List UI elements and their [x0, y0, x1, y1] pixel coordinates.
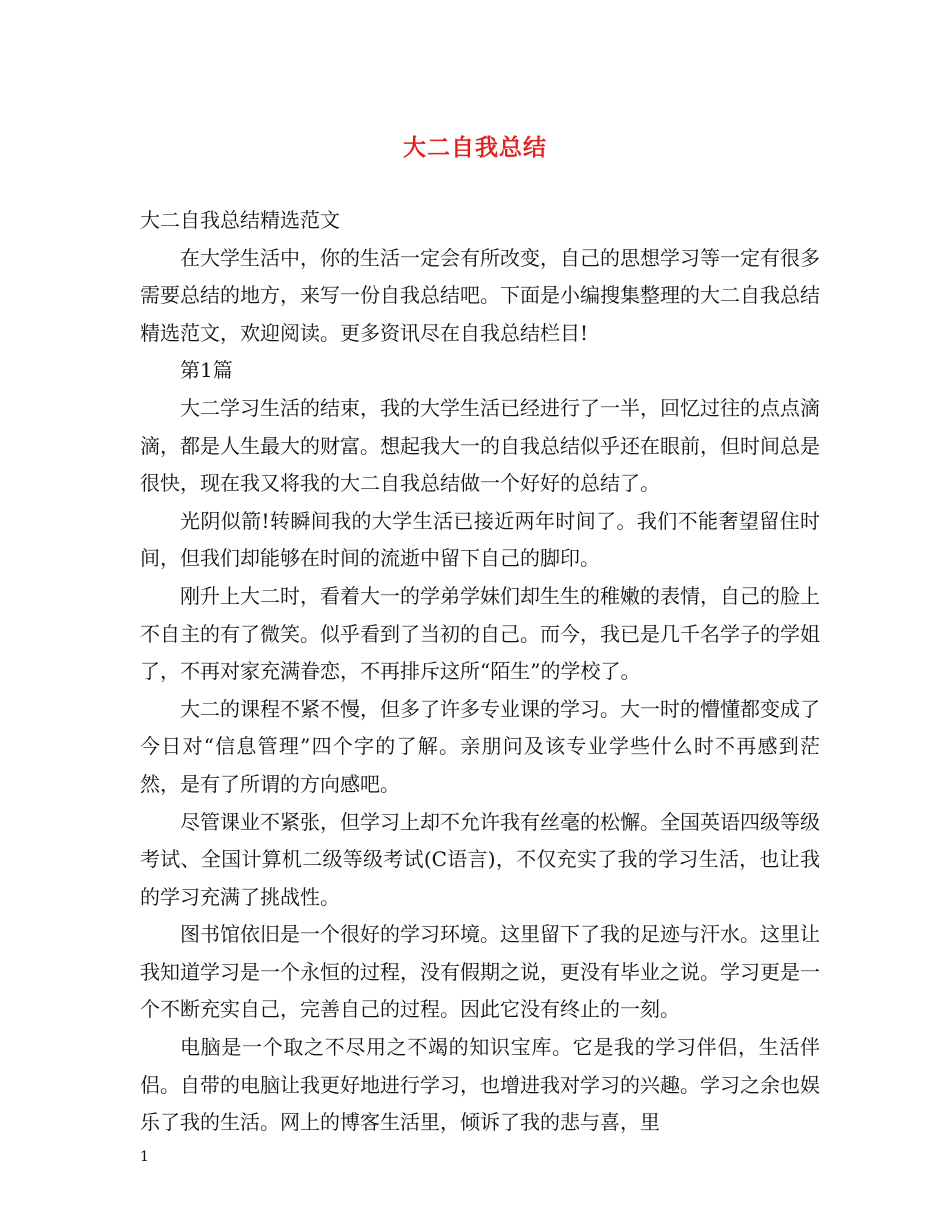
paragraph: 光阴似箭!转瞬间我的大学生活已接近两年时间了。我们不能奢望留住时间，但我们却能够在时间的流逝中留下自己的脚印。 [140, 508, 820, 571]
paragraph: 尽管课业不紧张，但学习上却不允许我有丝毫的松懈。全国英语四级等级考试、全国计算机二级等级考试(C语言)，不仅充实了我的学习生活，也让我的学习充满了挑战性。 [140, 809, 820, 909]
paragraph: 大二的课程不紧不慢，但多了许多专业课的学习。大一时的懵懂都变成了今日对“信息管理”四个字的了解。亲朋问及该专业学些什么时不再感到茫然，是有了所谓的方向感吧。 [140, 696, 820, 796]
paragraph: 大二学习生活的结束，我的大学生活已经进行了一半，回忆过往的点点滴滴，都是人生最大的财富。想起我大一的自我总结似乎还在眼前，但时间总是很快，现在我又将我的大二自我总结做一个好好的总结了。 [140, 395, 820, 496]
paragraph-intro: 在大学生活中，你的生活一定会有所改变，自己的思想学习等一定有很多需要总结的地方，来写一份自我总结吧。下面是小编搜集整理的大二自我总结精选范文，欢迎阅读。更多资讯尽在自我总结栏目! [140, 245, 820, 345]
paragraph: 电脑是一个取之不尽用之不竭的知识宝库。它是我的学习伴侣，生活伴侣。自带的电脑让我更好地进行学习，也增进我对学习的兴趣。学习之余也娱乐了我的生活。网上的博客生活里，倾诉了我的悲与喜，里 [140, 1035, 820, 1135]
document-title: 大二自我总结 [403, 134, 547, 161]
paragraph: 刚升上大二时，看着大一的学弟学妹们却生生的稚嫩的表情，自己的脸上不自主的有了微笑。似乎看到了当初的自己。而今，我已是几千名学子的学姐了，不再对家充满眷恋，不再排斥这所“陌生”的学校了。 [140, 583, 820, 684]
page-number: 1 [140, 1149, 149, 1165]
document-body [140, 202, 820, 1142]
document-subtitle: 大二自我总结精选范文 [140, 208, 340, 232]
section-heading: 第1篇 [180, 358, 233, 383]
paragraph: 图书馆依旧是一个很好的学习环境。这里留下了我的足迹与汗水。这里让我知道学习是一个永恒的过程，没有假期之说，更没有毕业之说。学习更是一个不断充实自己，完善自己的过程。因此它没有终止的一刻。 [140, 922, 820, 1022]
